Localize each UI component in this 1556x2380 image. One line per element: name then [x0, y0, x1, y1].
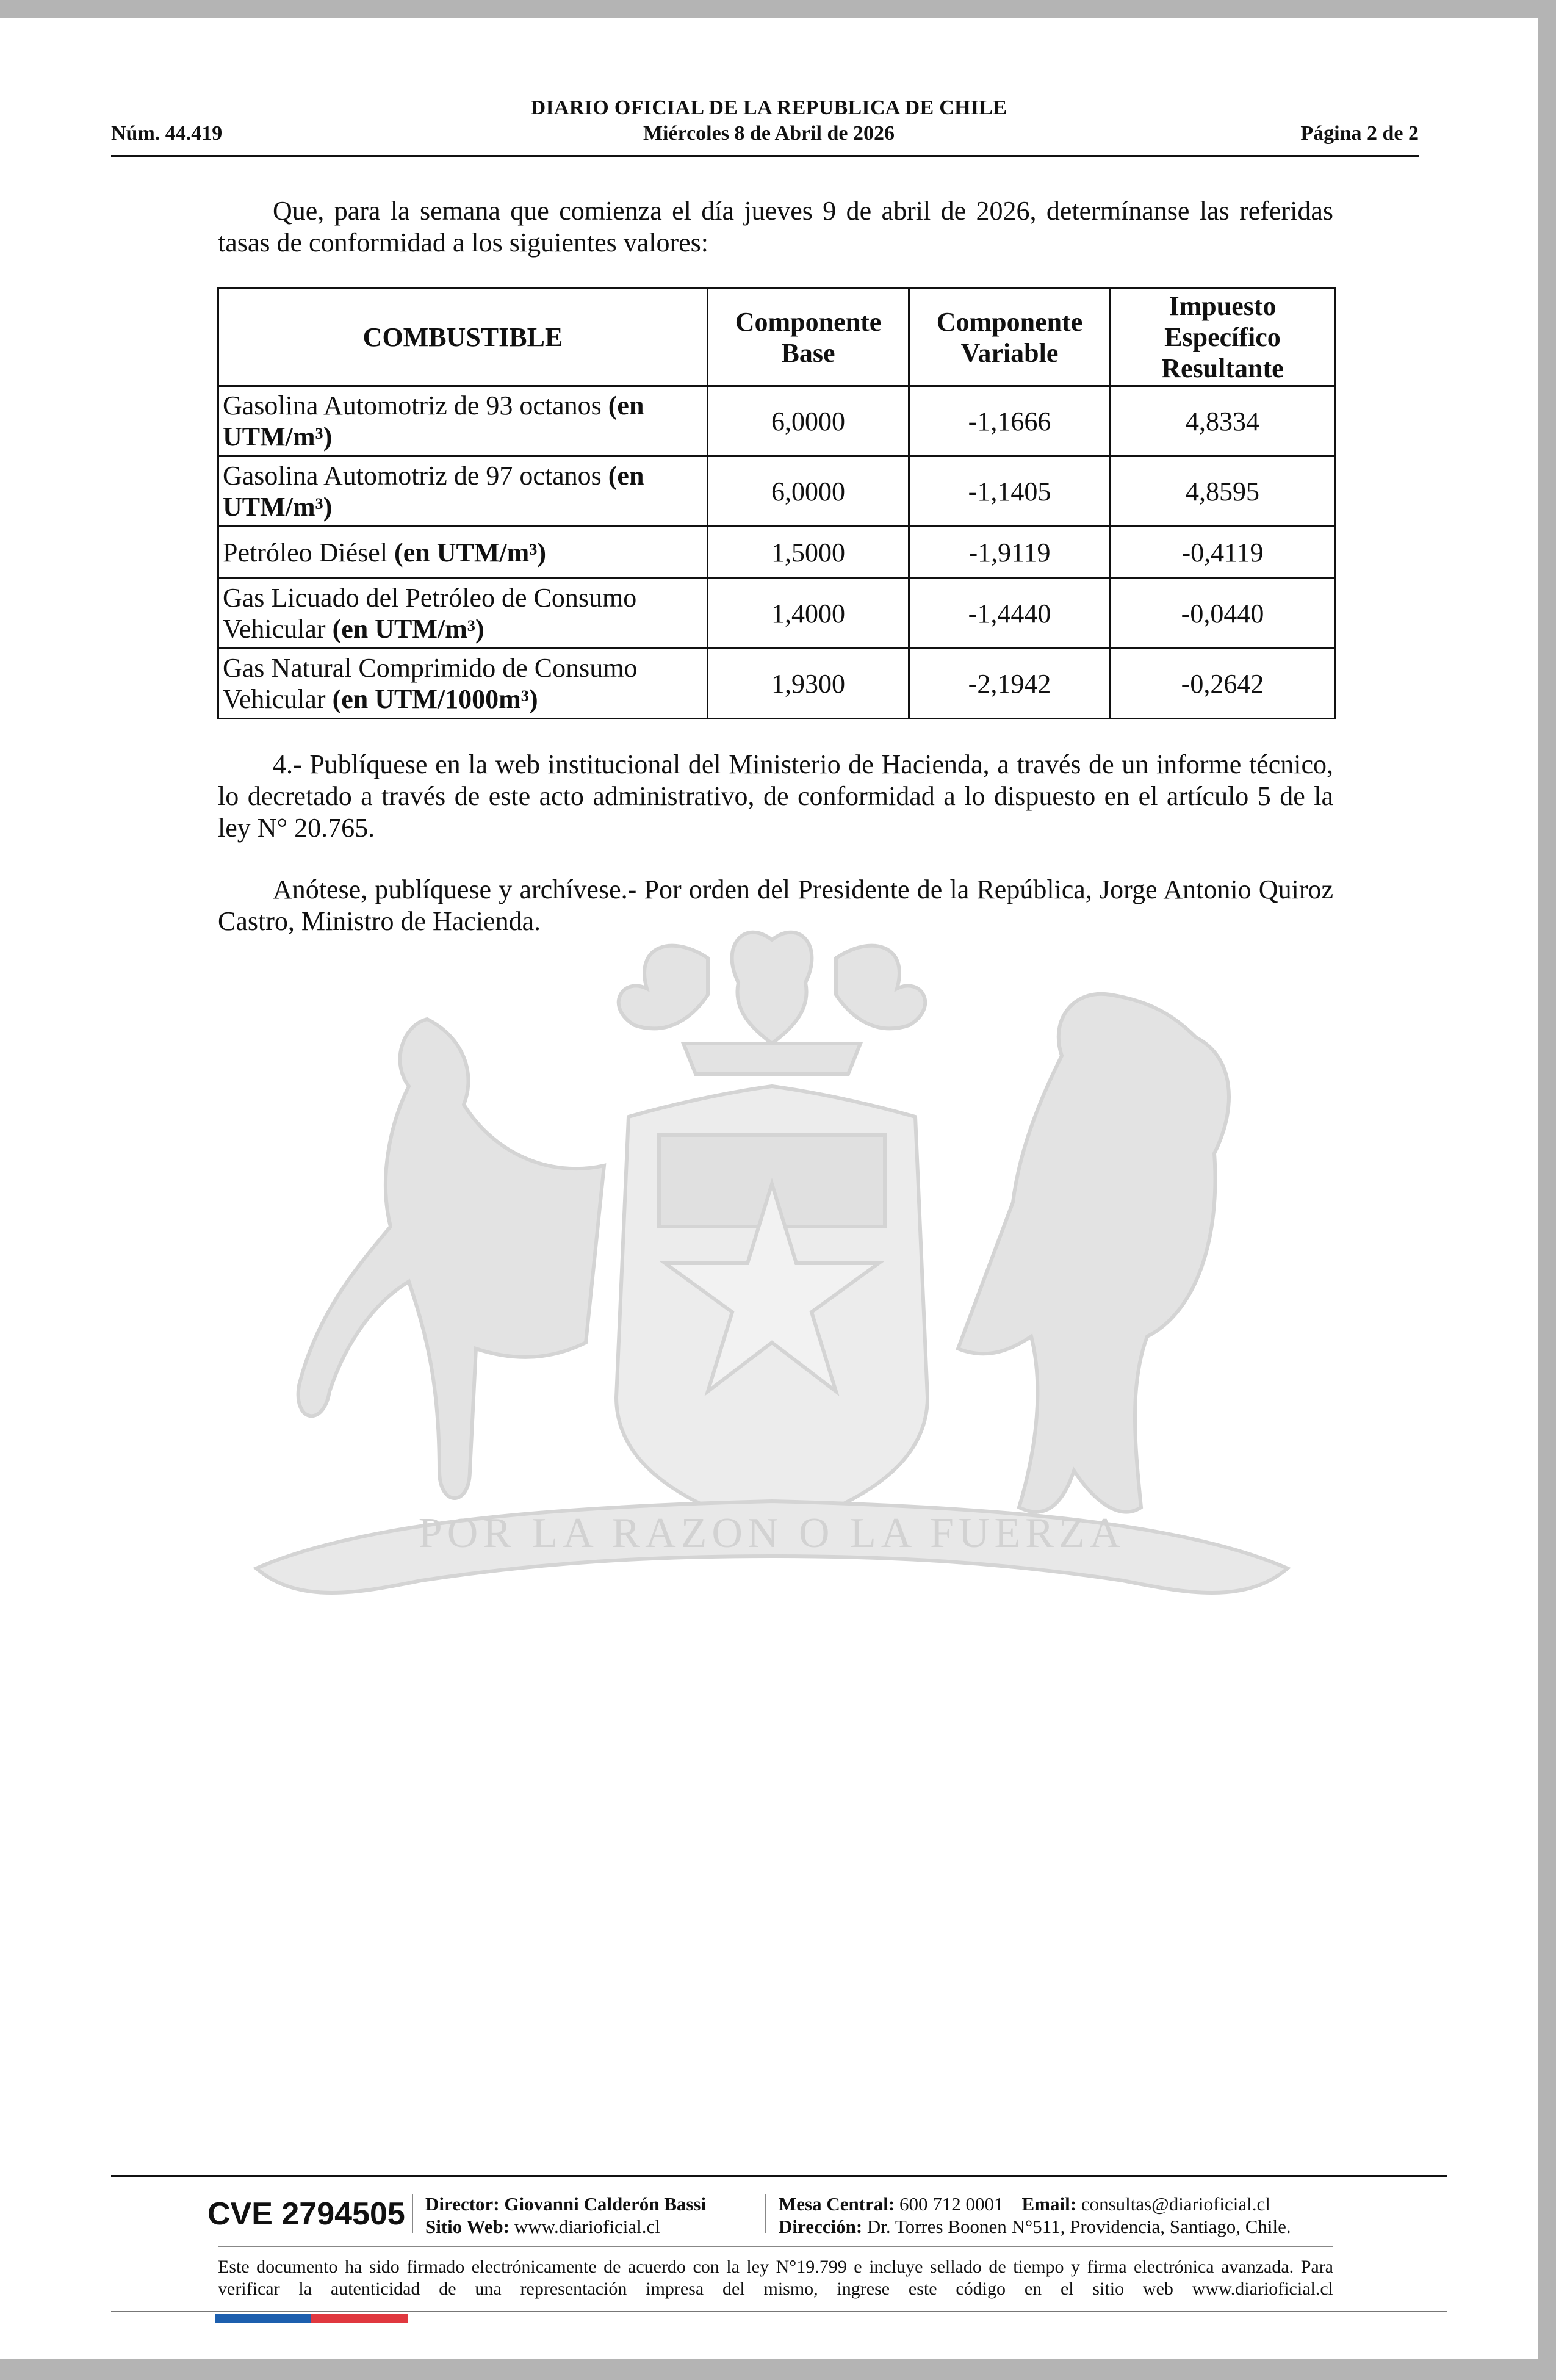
variable-value-cell: -1,4440 — [909, 579, 1111, 649]
tax-value-cell: -0,4119 — [1111, 527, 1335, 579]
footer-divider — [111, 2175, 1447, 2177]
base-value-cell: 6,0000 — [708, 386, 909, 456]
tax-value-cell: -0,0440 — [1111, 579, 1335, 649]
legal-notice: Este documento ha sido firmado electrónicamente de acuerdo con la ley N°19.799 e incluye sellado de tiempo y firma electrónica avanzada. Para verificar la autenticidad de una representación impresa del mismo, ingrese este código en el sitio web www.diarioficial.cl — [218, 2257, 1333, 2299]
fuel-name-cell: Gas Licuado del Petróleo de Consumo Vehicular (en UTM/m³) — [218, 579, 708, 649]
variable-value-cell: -1,1405 — [909, 456, 1111, 527]
table-row — [218, 579, 1335, 649]
fuel-name-cell: Petróleo Diésel (en UTM/m³) — [218, 527, 708, 579]
base-value-cell: 6,0000 — [708, 456, 909, 527]
phone-number: 600 712 0001 — [899, 2193, 1004, 2215]
cve-code: CVE 2794505 — [207, 2196, 405, 2232]
tax-value-cell: 4,8595 — [1111, 456, 1335, 527]
footer-contact-block — [779, 2193, 1291, 2238]
web-label: Sitio Web: — [425, 2216, 510, 2237]
fuel-name-cell: Gas Natural Comprimido de Consumo Vehicular (en UTM/1000m³) — [218, 649, 708, 719]
footer-inner-divider — [218, 2246, 1333, 2247]
website-link[interactable]: www.diarioficial.cl — [514, 2216, 660, 2237]
column-header-fuel: COMBUSTIBLE — [218, 289, 708, 386]
flag-bar-red — [311, 2314, 408, 2323]
intro-paragraph: Que, para la semana que comienza el día jueves 9 de abril de 2026, determínanse las referidas tasas de conformidad a los siguientes valores: — [218, 196, 1333, 258]
watermark-motto: POR LA RAZON O LA FUERZA — [418, 1510, 1126, 1557]
document-page — [0, 18, 1538, 2359]
base-value-cell: 1,5000 — [708, 527, 909, 579]
table-row — [218, 386, 1335, 456]
gazette-title: DIARIO OFICIAL DE LA REPUBLICA DE CHILE — [530, 96, 1007, 119]
issue-date: Miércoles 8 de Abril de 2026 — [643, 122, 895, 145]
email-link[interactable]: consultas@diarioficial.cl — [1081, 2193, 1270, 2215]
flag-bar-blue — [215, 2314, 311, 2323]
page-indicator: Página 2 de 2 — [1300, 122, 1419, 145]
footer-bottom-divider — [111, 2311, 1447, 2312]
address-label: Dirección: — [779, 2216, 863, 2237]
fuel-name-cell: Gasolina Automotriz de 97 octanos (en UTM/m³) — [218, 456, 708, 527]
base-value-cell: 1,9300 — [708, 649, 909, 719]
fuel-tax-table — [217, 287, 1336, 719]
director-label: Director: — [425, 2193, 500, 2215]
footer-separator — [412, 2194, 413, 2233]
footer-director-block — [425, 2193, 706, 2238]
table-row — [218, 527, 1335, 579]
variable-value-cell: -1,1666 — [909, 386, 1111, 456]
footer-separator — [765, 2194, 766, 2233]
column-header-variable: Componente Variable — [909, 289, 1111, 386]
address-text: Dr. Torres Boonen N°511, Providencia, Santiago, Chile. — [866, 2216, 1291, 2237]
column-header-tax: Impuesto Específico Resultante — [1111, 289, 1335, 386]
tax-value-cell: 4,8334 — [1111, 386, 1335, 456]
director-name: Giovanni Calderón Bassi — [504, 2193, 707, 2215]
variable-value-cell: -2,1942 — [909, 649, 1111, 719]
tax-value-cell: -0,2642 — [1111, 649, 1335, 719]
article-4-paragraph: 4.- Publíquese en la web institucional del Ministerio de Hacienda, a través de un informe técnico, lo decretado a través de este acto administrativo, de conformidad a lo dispuesto en el artículo 5 de la ley N° 20.765. — [218, 749, 1333, 843]
email-label: Email: — [1021, 2193, 1077, 2215]
mesa-label: Mesa Central: — [779, 2193, 895, 2215]
coat-of-arms-watermark — [207, 921, 1336, 1690]
table-row — [218, 456, 1335, 527]
closing-paragraph: Anótese, publíquese y archívese.- Por orden del Presidente de la República, Jorge Antonio Quiroz Castro, Ministro de Hacienda. — [218, 874, 1333, 936]
variable-value-cell: -1,9119 — [909, 527, 1111, 579]
base-value-cell: 1,4000 — [708, 579, 909, 649]
issue-number: Núm. 44.419 — [111, 122, 223, 145]
table-row — [218, 649, 1335, 719]
header-divider — [111, 155, 1419, 157]
column-header-base: Componente Base — [708, 289, 909, 386]
fuel-name-cell: Gasolina Automotriz de 93 octanos (en UTM/m³) — [218, 386, 708, 456]
